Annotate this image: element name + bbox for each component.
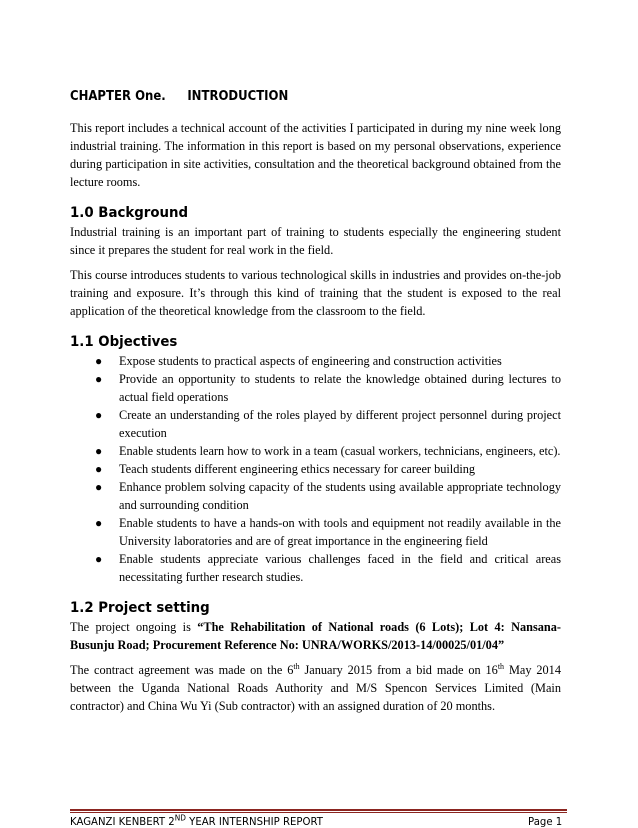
bullet-icon: ● [95,480,103,494]
objective-item: ● Enhance problem solving capacity of the students using available appropriate technology and surrounding condition [95,480,561,512]
footer-rule-thin [70,812,567,813]
background-paragraph-1: Industrial training is an important part of training to students especially the engineering student since it prepares the student for real work in the field. [70,225,561,257]
project-title: “The Rehabilitation of National roads (6 Lots); Lot 4: Nansana-Busunju Road; Procurement Reference No: UNRA/WORKS/2013-14/00025/01/04” [70,620,561,652]
objective-item: ● Enable students to have a hands-on with tools and equipment not readily available in the University laboratories and are of great importance in the engineering field [95,516,561,548]
chapter-heading [70,89,512,104]
intro-paragraph: This report includes a technical account of the activities I participated in during my nine week long industrial training. The information in this report is based on my personal observations, experience during participation in site activities, consultation and the theoretical background obtained from the lecture rooms. [70,121,561,189]
objective-item: ● Enable students learn how to work in a team (casual workers, technicians, engineers, etc). [95,444,561,458]
chapter-title: INTRODUCTION [187,89,289,104]
objectives-list [70,352,561,586]
footer-title: KAGANZI KENBERT 2ND YEAR INTERNSHIP REPORT [70,813,323,828]
background-heading: 1.0 Background [70,205,189,221]
bullet-icon: ● [95,408,103,422]
objective-item: ● Expose students to practical aspects of engineering and construction activities [95,354,502,368]
page-content [70,89,561,722]
background-paragraph-2: This course introduces students to various technological skills in industries and provides on-the-job training and exposure. It’s through this kind of training that the student is exposed to the real application of the theoretical knowledge from the classroom to the field. [70,268,561,318]
project-paragraph-1: The project ongoing is “The Rehabilitation of National roads (6 Lots); Lot 4: Nansana-Busunju Road; Procurement Reference No: UNRA/WORKS/2013-14/00025/01/04” [70,620,561,652]
project-heading: 1.2 Project setting [70,600,210,616]
bullet-icon: ● [95,552,103,566]
page-number: Page 1 [528,815,563,828]
bullet-icon: ● [95,462,103,476]
chapter-label: CHAPTER One. [70,89,166,104]
objective-item: ● Provide an opportunity to students to relate the knowledge obtained during lectures to actual field operations [95,372,561,404]
bullet-icon: ● [95,444,103,458]
bullet-icon: ● [95,516,103,530]
footer-rule [70,809,567,811]
objective-item: ● Teach students different engineering ethics necessary for career building [95,462,476,476]
objectives-heading: 1.1 Objectives [70,334,178,350]
objective-item: ● Enable students appreciate various challenges faced in the field and critical areas necessitating further research studies. [95,552,561,584]
bullet-icon: ● [95,354,103,368]
project-paragraph-2: The contract agreement was made on the 6th January 2015 from a bid made on 16th May 2014 between the Uganda National Roads Authority and M/S Spencon Services Limited (Main contractor) and China Wu Yi (Sub contractor) with an assigned duration of 20 months. [70,661,561,713]
objective-item: ● Create an understanding of the roles played by different project personnel during project execution [95,408,561,440]
bullet-icon: ● [95,372,103,386]
